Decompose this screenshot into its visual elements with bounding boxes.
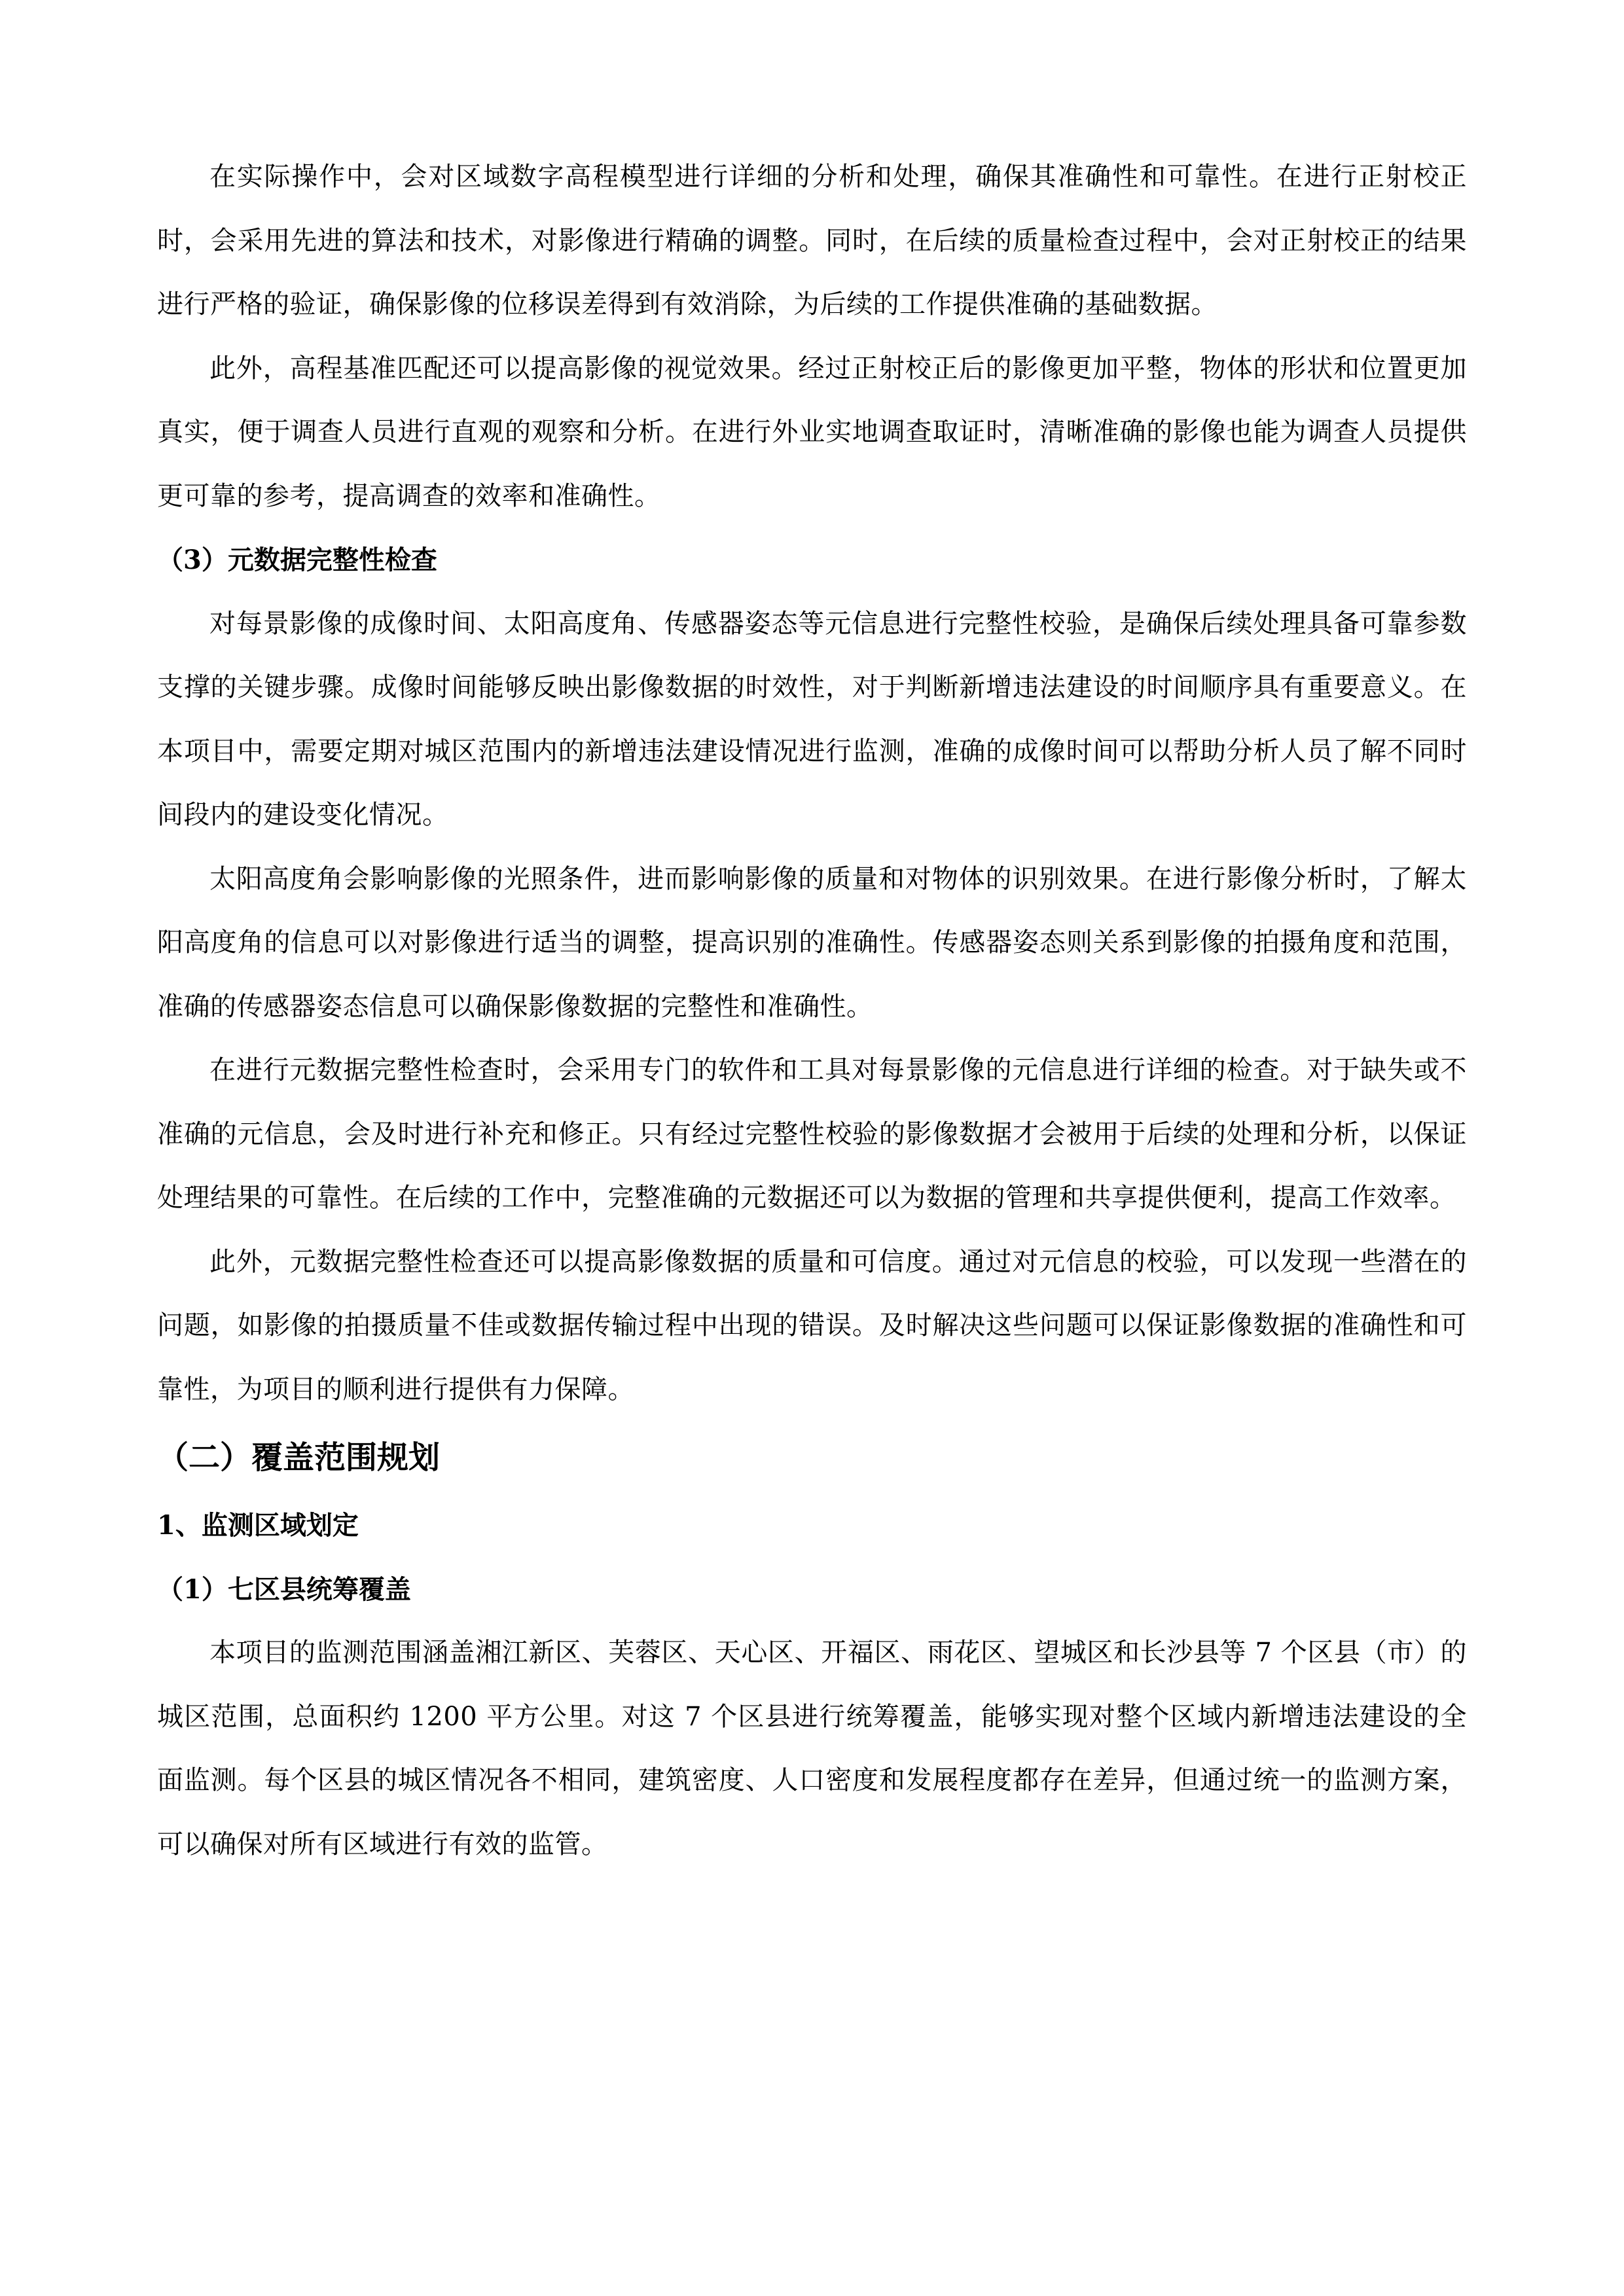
paragraph-visual-effect: 此外，高程基准匹配还可以提高影像的视觉效果。经过正射校正后的影像更加平整，物体的形状和位置更加真实，便于调查人员进行直观的观察和分析。在进行外业实地调查取证时，清晰准确的影像也能为调查人员提供更可靠的参考，提高调查的效率和准确性。 — [157, 353, 1467, 511]
heading-monitoring-area: 1、监测区域划定 — [157, 1510, 359, 1541]
document-page — [157, 145, 1467, 1876]
heading-seven-districts: （1）七区县统筹覆盖 — [157, 1573, 411, 1605]
paragraph-monitoring-scope: 本项目的监测范围涵盖湘江新区、芙蓉区、天心区、开福区、雨花区、望城区和长沙县等 7 个区县（市）的城区范围，总面积约 1200 平方公里。对这 7 个区县进行统筹覆盖，能够实现对整个区域内新增违法建设的全面监测。每个区县的城区情况各不相同，建筑密度、人口密度和发展程度都存在差异，但通过统一的监测方案，可以确保对所有区域进行有效的监管。 — [157, 1638, 1467, 1859]
paragraph-sun-elevation: 太阳高度角会影响影像的光照条件，进而影响影像的质量和对物体的识别效果。在进行影像分析时，了解太阳高度角的信息可以对影像进行适当的调整，提高识别的准确性。传感器姿态则关系到影像的拍摄角度和范围，准确的传感器姿态信息可以确保影像数据的完整性和准确性。 — [157, 863, 1467, 1022]
paragraph-metadata-quality: 此外，元数据完整性检查还可以提高影像数据的质量和可信度。通过对元信息的校验，可以发现一些潜在的问题，如影像的拍摄质量不佳或数据传输过程中出现的错误。及时解决这些问题可以保证影像数据的准确性和可靠性，为项目的顺利进行提供有力保障。 — [157, 1246, 1467, 1405]
paragraph-metadata-tools: 在进行元数据完整性检查时，会采用专门的软件和工具对每景影像的元信息进行详细的检查。对于缺失或不准确的元信息，会及时进行补充和修正。只有经过完整性校验的影像数据才会被用于后续的处理和分析，以保证处理结果的可靠性。在后续的工作中，完整准确的元数据还可以为数据的管理和共享提供便利，提高工作效率。 — [157, 1055, 1467, 1213]
heading-metadata-check: （3）元数据完整性检查 — [157, 545, 437, 575]
paragraph-imaging-time: 对每景影像的成像时间、太阳高度角、传感器姿态等元信息进行完整性校验，是确保后续处理具备可靠参数支撑的关键步骤。成像时间能够反映出影像数据的时效性，对于判断新增违法建设的时间顺序具有重要意义。在本项目中，需要定期对城区范围内的新增违法建设情况进行监测，准确的成像时间可以帮助分析人员了解不同时间段内的建设变化情况。 — [157, 608, 1467, 830]
paragraph-dem-analysis: 在实际操作中，会对区域数字高程模型进行详细的分析和处理，确保其准确性和可靠性。在进行正射校正时，会采用先进的算法和技术，对影像进行精确的调整。同时，在后续的质量检查过程中，会对正射校正的结果进行严格的验证，确保影像的位移误差得到有效消除，为后续的工作提供准确的基础数据。 — [157, 162, 1467, 319]
heading-coverage-planning: （二）覆盖范围规划 — [157, 1439, 441, 1476]
